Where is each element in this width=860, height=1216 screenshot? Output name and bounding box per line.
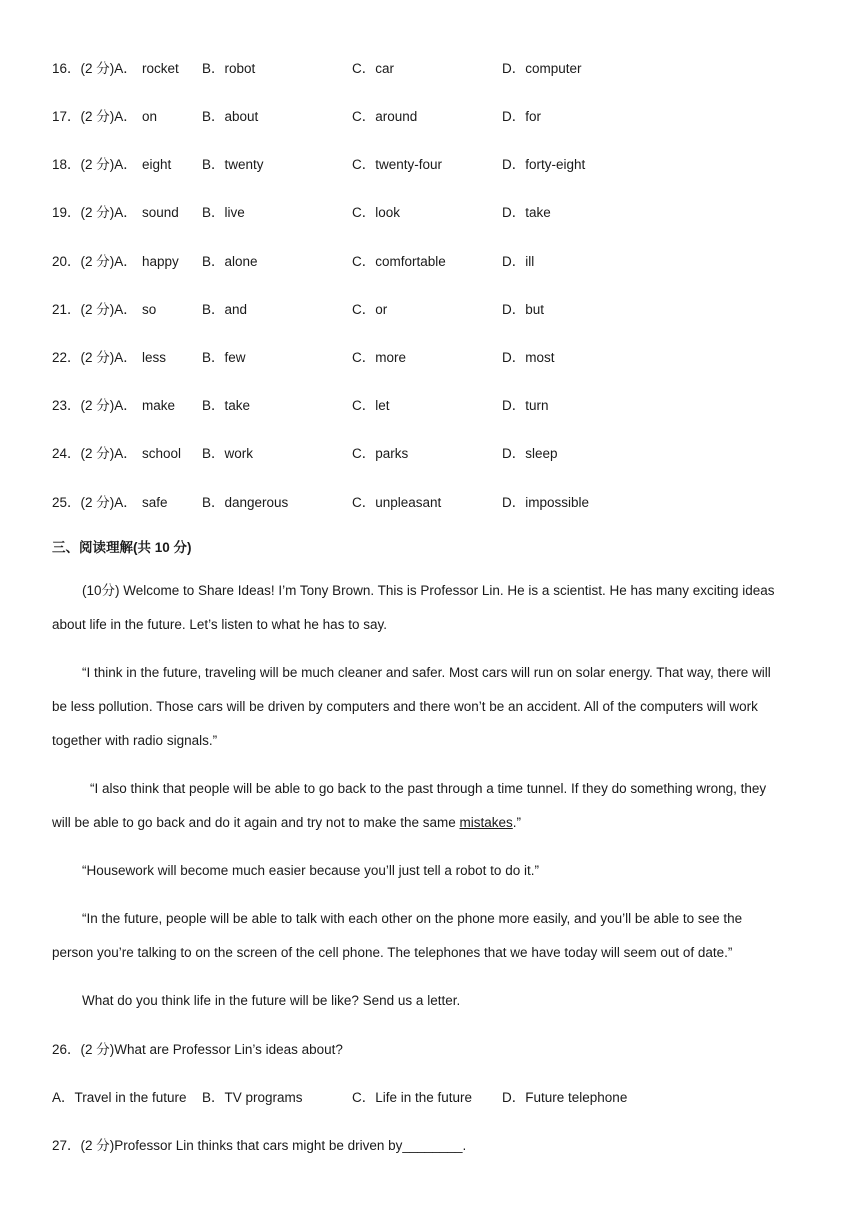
option-d: D．forty-eight xyxy=(502,157,586,172)
option-c: C．parks xyxy=(352,446,409,461)
passage-line: together with radio signals.” xyxy=(52,733,218,748)
option-d: D．impossible xyxy=(502,495,590,510)
passage-line: “I also think that people will be able to go back to the past through a time tunnel. If they do something wrong, they xyxy=(90,781,767,796)
option-a: so xyxy=(142,302,157,317)
option-b: B．take xyxy=(202,398,251,413)
passage-line: person you’re talking to on the screen of the cell phone. The telephones that we have today will seem out of date.” xyxy=(52,945,733,960)
option-a: make xyxy=(142,398,176,413)
option-a: happy xyxy=(142,254,179,269)
question-text: 26．(2 分)What are Professor Lin’s ideas about? xyxy=(52,1042,343,1057)
option-b: B．dangerous xyxy=(202,495,289,510)
option-c: C．twenty-four xyxy=(352,157,443,172)
option-d: D．for xyxy=(502,109,542,124)
option-b: B．robot xyxy=(202,61,256,76)
option-c: C．let xyxy=(352,398,390,413)
passage-paragraph-3 xyxy=(52,772,812,840)
question-number: 18．(2 分)A． xyxy=(52,157,137,172)
passage-text: will be able to go back and do it again and try not to make the same xyxy=(52,815,460,830)
passage-paragraph-1 xyxy=(52,574,812,642)
option-c: C．look xyxy=(352,205,401,220)
passage-line: “Housework will become much easier because you’ll just tell a robot to do it.” xyxy=(82,863,539,878)
question-number: 22．(2 分)A． xyxy=(52,350,137,365)
question-number: 17．(2 分)A． xyxy=(52,109,137,124)
passage-line: What do you think life in the future will be like? Send us a letter. xyxy=(82,993,461,1008)
option-d: D．sleep xyxy=(502,446,558,461)
option-b: B．twenty xyxy=(202,157,264,172)
option-a: safe xyxy=(142,495,168,510)
passage-line xyxy=(52,806,812,840)
option-a: eight xyxy=(142,157,172,172)
passage-line: “In the future, people will be able to talk with each other on the phone more easily, and you’ll be able to see the xyxy=(82,911,743,926)
option-b: B．and xyxy=(202,302,248,317)
option-c: C．car xyxy=(352,61,395,76)
option-a: rocket xyxy=(142,61,179,76)
option-d: D．most xyxy=(502,350,555,365)
option-d: D．ill xyxy=(502,254,535,269)
option-c: C．or xyxy=(352,302,388,317)
option-a: less xyxy=(142,350,167,365)
option-c: C．comfortable xyxy=(352,254,446,269)
question-number: 24．(2 分)A． xyxy=(52,446,137,461)
option-b: B．TV programs xyxy=(202,1090,303,1105)
option-c: C．unpleasant xyxy=(352,495,442,510)
question-number: 16．(2 分)A． xyxy=(52,61,137,76)
option-b: B．live xyxy=(202,205,245,220)
passage-paragraph-4 xyxy=(52,854,812,888)
option-b: B．work xyxy=(202,446,254,461)
underlined-word: mistakes xyxy=(459,815,513,830)
passage-text: .” xyxy=(512,815,522,830)
question-number: 21．(2 分)A． xyxy=(52,302,137,317)
question-number: 25．(2 分)A． xyxy=(52,495,137,510)
passage-paragraph-2 xyxy=(52,656,812,758)
option-a: school xyxy=(142,446,182,461)
question-text: 27．(2 分)Professor Lin thinks that cars might be driven by________. xyxy=(52,1138,467,1153)
section-title: 三、阅读理解(共 10 分) xyxy=(52,540,192,555)
option-d: D．computer xyxy=(502,61,582,76)
passage-paragraph-5 xyxy=(52,902,812,970)
option-a: sound xyxy=(142,205,179,220)
option-b: B．alone xyxy=(202,254,258,269)
option-a: A．Travel in the future xyxy=(52,1090,187,1105)
option-d: D．take xyxy=(502,205,551,220)
option-d: D．turn xyxy=(502,398,549,413)
passage-line: be less pollution. Those cars will be driven by computers and there won’t be an accident. All of the computers will work xyxy=(52,699,758,714)
option-b: B．few xyxy=(202,350,246,365)
passage-line: (10分) Welcome to Share Ideas! I’m Tony Brown. This is Professor Lin. He is a scientist. He has many exciting ideas xyxy=(82,583,775,598)
option-a: on xyxy=(142,109,158,124)
question-number: 23．(2 分)A． xyxy=(52,398,137,413)
passage-line: about life in the future. Let’s listen to what he has to say. xyxy=(52,617,387,632)
question-number: 19．(2 分)A． xyxy=(52,205,137,220)
question-number: 20．(2 分)A． xyxy=(52,254,137,269)
option-b: B．about xyxy=(202,109,259,124)
option-c: C．Life in the future xyxy=(352,1090,473,1105)
passage-paragraph-6 xyxy=(52,984,812,1018)
passage-line: “I think in the future, traveling will be much cleaner and safer. Most cars will run on solar energy. That way, there will xyxy=(82,665,771,680)
option-d: D．Future telephone xyxy=(502,1090,628,1105)
option-d: D．but xyxy=(502,302,545,317)
option-c: C．more xyxy=(352,350,407,365)
option-c: C．around xyxy=(352,109,418,124)
